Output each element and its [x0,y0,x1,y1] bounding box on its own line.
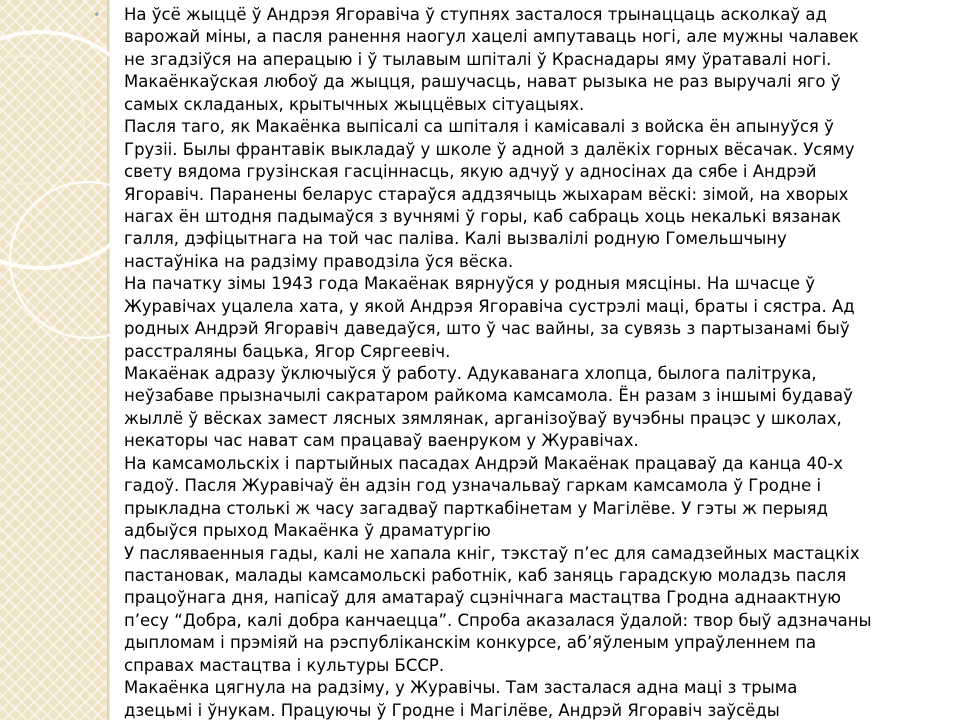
decorative-circle-large [0,32,140,268]
text-line: У пасляваенныя гады, калі не хапала кніг, тэкстаў п’ес для самадзейных мастацкіх [124,543,860,563]
text-line: варожай міны, а пасля ранення наогул хацелі ампутаваць ногі, але мужны чалавек [124,27,859,47]
text-line: Журавічах уцалела хата, у якой Андрэя Ягоравіча сустрэлі маці, браты і сястра. Ад [124,296,855,316]
text-line: галля, дэфіцытнага на той час паліва. Калі вызвалілі родную Гомельшчыну [124,229,787,249]
text-line: працоўнага дня, напісаў для аматараў сцэнічнага мастацтва Гродна аднаактную [124,588,841,608]
text-line: Макаёнак адразу ўключыўся ў работу. Адукаванага хлопца, былога палітрука, [124,364,817,383]
text-line: свету вядома грузінская гасціннасць, якую адчуў у адносінах да сябе і Андрэй [124,162,817,182]
text-line: Макаёнкаўская любоў да жыцця, рашучасць, нават рызыка не раз выручалі яго ў [124,72,841,92]
text-line: дыпломам і прэміяй на рэспубліканскім конкурсе, аб’яўленым упраўленнем па [124,633,817,653]
text-line: п’есу “Добра, калі добра канчаецца”. Спроба аказалася ўдалой: твор быў адзначаны [124,610,872,630]
decorative-circle-medium [10,182,140,338]
text-line: гадоў. Пасля Журавічаў ён адзін год узначальваў гаркам камсамола ў Гродне і [124,476,822,496]
text-line: пастановак, малады камсамольскі работнік, каб заняць гарадскую моладзь пасля [124,565,847,585]
text-line: Макаёнка цягнула на радзіму, у Журавічы. Там засталася адна маці з трыма [124,678,798,698]
text-line: справах мастацтва і культуры БССР. [124,655,445,675]
text-line: нагах ён штодня падымаўся з вучнямі ў горы, каб сабраць хоць некалькі вязанак [124,206,842,226]
text-line: настаўніка на радзіму праводзіла ўся вёска. [124,251,514,271]
text-line: жыллё ў вёсках замест лясных зямлянак, арганізоўваў вучэбны працэс у школах, [124,408,842,428]
text-line: расстраляны бацька, Ягор Сяргеевіч. [124,341,451,361]
text-line: неўзабаве прызначылі сакратаром райкома камсамола. Ён разам з іншымі будаваў [124,386,853,406]
text-line: не згадзіўся на аперацыю і ў тылавым шпіталі ў Краснадары яму ўратавалі ногі. [124,49,832,69]
text-line: родных Андрэй Ягоравіч даведаўся, што ў час вайны, за сувязь з партызанамі быў [124,319,850,339]
text-line: На камсамольскіх і партыйных пасадах Андрэй Макаёнак працаваў да канца 40-х [124,453,844,473]
text-line: Пасля таго, як Макаёнка выпісалі са шпіталя і камісавалі з войска ён апынуўся ў [124,117,834,137]
text-line: адбыўся прыход Макаёнка ў драматургію [124,521,491,541]
decorative-circles [0,0,140,720]
decorative-circle-small [0,56,84,184]
text-line: некаторы час нават сам працаваў ваенруком у Журавічах. [124,431,639,451]
text-line: На пачатку зімы 1943 года Макаёнак вярнуўся у родныя мясціны. На шчасце ў [124,274,816,294]
text-line: Грузіі. Былы франтавік выкладаў у школе ў адной з далёкіх горных вёсачак. Усяму [124,139,855,159]
body-text [124,4,950,720]
text-line: На ўсё жыццё ў Андрэя Ягоравіча ў ступнях засталося трынаццаць асколкаў ад [124,5,827,24]
text-line: прыкладна столькі ж часу загадваў парткабінетам у Магілёве. У гэты ж перыяд [124,498,828,518]
bullet-marker: • [93,8,101,23]
text-line: самых складаных, крытычных жыццёвых сітуацыях. [124,94,585,114]
text-line: Ягоравіч. Паранены беларус стараўся аддзячыць жыхарам вёскі: зімой, на хворых [124,184,849,204]
text-line: дзецьмі і ўнукам. Працуючы ў Гродне і Магілёве, Андрэй Ягоравіч заўсёды [124,700,780,720]
